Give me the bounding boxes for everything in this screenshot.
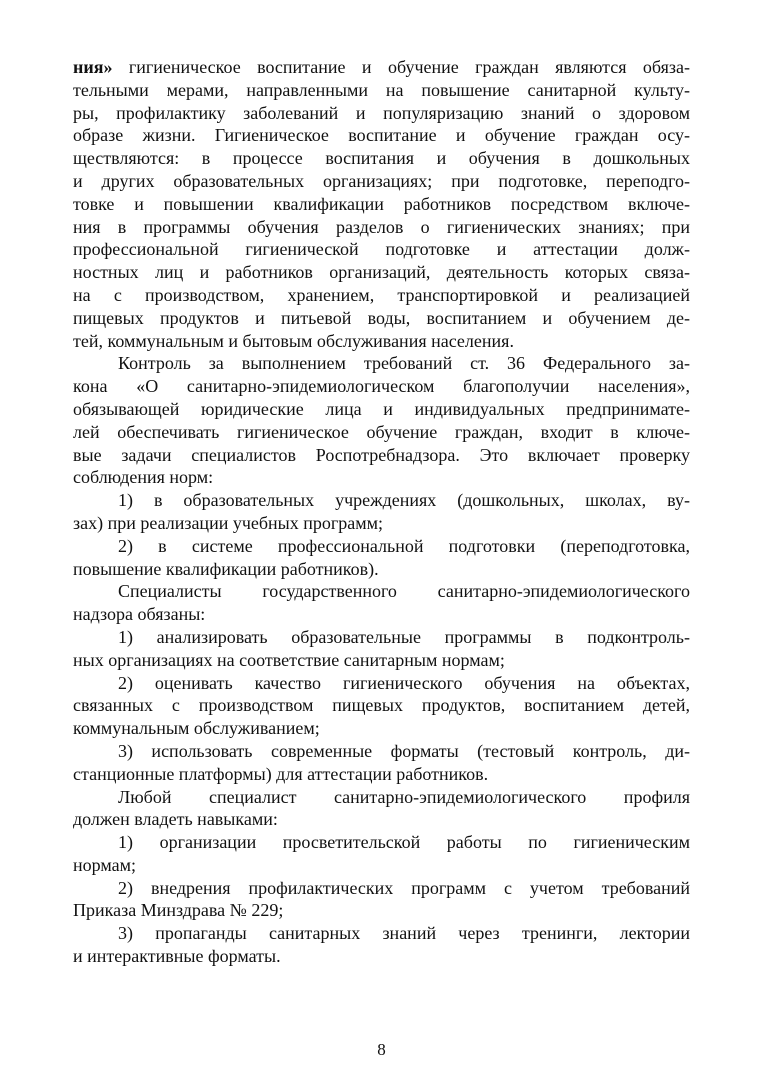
line-text: Любой специалист санитарно-эпидемиологического профиля xyxy=(118,786,690,807)
text-line xyxy=(73,808,690,831)
text-line xyxy=(73,238,690,261)
text-line xyxy=(73,694,690,717)
text-line xyxy=(73,945,690,968)
line-text: 2) в системе профессиональной подготовки (переподготовка, xyxy=(118,535,690,556)
text-line xyxy=(73,330,690,353)
text-line xyxy=(73,512,690,535)
text-line xyxy=(73,56,690,79)
line-text: повышение квалификации работников). xyxy=(73,558,379,579)
text-line xyxy=(73,626,690,649)
line-text: коммунальным обслуживанием; xyxy=(73,718,320,739)
text-line xyxy=(73,466,690,489)
paragraph xyxy=(73,786,690,832)
line-text: тей, коммунальным и бытовым обслуживания населения. xyxy=(73,330,514,351)
text-line xyxy=(73,649,690,672)
text-line xyxy=(73,831,690,854)
paragraph xyxy=(73,489,690,535)
line-text: лей обеспечивать гигиеническое обучение граждан, входит в ключе- xyxy=(73,421,690,442)
line-text: надзора обязаны: xyxy=(73,604,206,625)
text-line xyxy=(73,580,690,603)
paragraph xyxy=(73,56,690,352)
line-text: ностных лиц и работников организаций, деятельность которых связа- xyxy=(73,262,690,283)
line-text: обязывающей юридические лица и индивидуальных предпринимате- xyxy=(73,398,690,419)
paragraph xyxy=(73,740,690,786)
line-text: 1) анализировать образовательные программы в подконтроль- xyxy=(118,626,690,647)
text-line xyxy=(73,147,690,170)
text-line xyxy=(73,877,690,900)
text-line xyxy=(73,603,690,626)
line-text: и других образовательных организациях; при подготовке, переподго- xyxy=(73,170,690,191)
text-line xyxy=(73,489,690,512)
line-text: станционные платформы) для аттестации работников. xyxy=(73,763,489,784)
text-line xyxy=(73,899,690,922)
paragraph xyxy=(73,831,690,877)
text-line xyxy=(73,375,690,398)
text-line xyxy=(73,193,690,216)
text-line xyxy=(73,102,690,125)
line-text: пищевых продуктов и питьевой воды, воспитанием и обучением де- xyxy=(73,307,690,328)
line-text: ры, профилактику заболеваний и популяризацию знаний о здоровом xyxy=(73,102,690,123)
line-text: вые задачи специалистов Роспотребнадзора. Это включает проверку xyxy=(73,444,690,465)
text-line xyxy=(73,261,690,284)
line-text: тельными мерами, направленными на повышение санитарной культу- xyxy=(73,79,690,100)
line-text: ния в программы обучения разделов о гигиенических знаниях; при xyxy=(73,216,690,237)
line-text: связанных с производством пищевых продуктов, воспитанием детей, xyxy=(73,695,690,716)
line-text: ществляются: в процессе воспитания и обучения в дошкольных xyxy=(73,148,690,169)
text-line xyxy=(73,307,690,330)
line-text: товке и повышении квалификации работников посредством включе- xyxy=(73,193,690,214)
line-text: профессиональной гигиенической подготовке и аттестации долж- xyxy=(73,239,690,260)
line-text: ных организациях на соответствие санитарным нормам; xyxy=(73,649,505,670)
text-line xyxy=(73,535,690,558)
text-line xyxy=(73,216,690,239)
line-text: образе жизни. Гигиеническое воспитание и обучение граждан осу- xyxy=(73,125,690,146)
paragraph xyxy=(73,352,690,489)
line-text: нормам; xyxy=(73,854,137,875)
line-text: зах) при реализации учебных программ; xyxy=(73,512,384,533)
text-line xyxy=(73,284,690,307)
text-line xyxy=(73,421,690,444)
line-text: и интерактивные форматы. xyxy=(73,946,281,967)
text-line xyxy=(73,352,690,375)
text-line xyxy=(73,922,690,945)
bold-fragment: ния» xyxy=(73,57,113,77)
line-text: гигиеническое воспитание и обучение граждан являются обяза- xyxy=(112,57,690,77)
paragraph xyxy=(73,580,690,626)
paragraph xyxy=(73,877,690,923)
line-text: соблюдения норм: xyxy=(73,467,214,488)
body-text xyxy=(73,56,690,968)
text-line xyxy=(73,854,690,877)
text-line xyxy=(73,398,690,421)
text-line xyxy=(73,740,690,763)
line-text: 1) организации просветительской работы по гигиеническим xyxy=(118,832,690,853)
line-text: должен владеть навыками: xyxy=(73,809,278,830)
line-text: 1) в образовательных учреждениях (дошкольных, школах, ву- xyxy=(118,490,690,511)
paragraph xyxy=(73,922,690,968)
text-line xyxy=(73,672,690,695)
paragraph xyxy=(73,626,690,672)
line-text: 3) использовать современные форматы (тестовый контроль, ди- xyxy=(118,740,690,761)
line-text: 3) пропаганды санитарных знаний через тренинги, лектории xyxy=(118,923,690,944)
text-line xyxy=(73,763,690,786)
text-line xyxy=(73,170,690,193)
paragraph xyxy=(73,535,690,581)
line-text: кона «О санитарно-эпидемиологическом благополучии населения», xyxy=(73,376,690,397)
line-text: 2) оценивать качество гигиенического обучения на объектах, xyxy=(118,672,690,693)
line-text: на с производством, хранением, транспортировкой и реализацией xyxy=(73,284,690,305)
text-line xyxy=(73,79,690,102)
paragraph xyxy=(73,672,690,740)
line-text: Приказа Минздрава № 229; xyxy=(73,900,284,921)
text-line xyxy=(73,124,690,147)
text-line xyxy=(73,786,690,809)
line-text: Специалисты государственного санитарно-эпидемиологического xyxy=(118,581,690,602)
line-text: Контроль за выполнением требований ст. 36 Федерального за- xyxy=(118,353,690,374)
page-number: 8 xyxy=(377,1040,386,1059)
line-text: 2) внедрения профилактических программ с учетом требований xyxy=(118,877,690,898)
text-line xyxy=(73,558,690,581)
text-line xyxy=(73,717,690,740)
text-line xyxy=(73,444,690,467)
